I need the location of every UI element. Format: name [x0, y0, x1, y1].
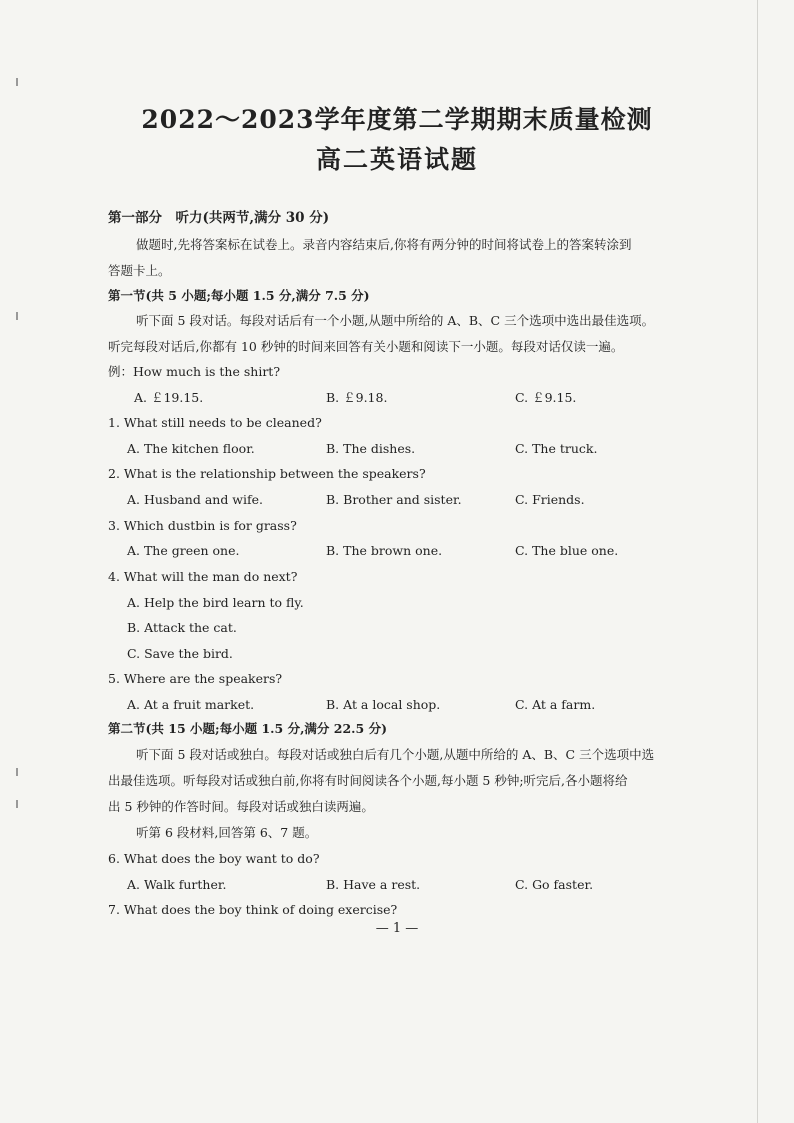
section2-intro: 听下面 5 段对话或独白。每段对话或独白后有几个小题,从题中所给的 A、B、C 三个选项中选	[136, 747, 655, 762]
scan-speck	[16, 768, 18, 776]
question-2: 2. What is the relationship between the speakers?	[108, 466, 426, 481]
question-6: 6. What does the boy want to do?	[108, 851, 320, 866]
question-4-option-a: A. Help the bird learn to fly.	[127, 595, 304, 610]
question-1-option-b: B. The dishes.	[326, 441, 416, 456]
material-note: 听第 6 段材料,回答第 6、7 题。	[136, 825, 318, 840]
question-5-option-a: A. At a fruit market.	[127, 697, 255, 712]
question-6-option-a: A. Walk further.	[127, 877, 227, 892]
question-6-option-c: C. Go faster.	[515, 877, 594, 892]
question-2-option-a: A. Husband and wife.	[127, 492, 263, 507]
section1-intro: 听完每段对话后,你都有 10 秒钟的时间来回答有关小题和阅读下一小题。每段对话仅读一遍。	[108, 339, 624, 354]
question-3-option-c: C. The blue one.	[515, 543, 619, 558]
question-7: 7. What does the boy think of doing exercise?	[108, 902, 398, 917]
question-5-option-b: B. At a local shop.	[326, 697, 441, 712]
question-4-option-c: C. Save the bird.	[127, 646, 233, 661]
section2-intro: 出 5 秒钟的作答时间。每段对话或独白读两遍。	[108, 799, 374, 814]
question-4: 4. What will the man do next?	[108, 569, 298, 584]
question-2-option-c: C. Friends.	[515, 492, 585, 507]
section2-intro: 出最佳选项。听每段对话或独白前,你将有时间阅读各个小题,每小题 5 秒钟;听完后,各小题将给	[108, 773, 628, 788]
question-1-option-c: C. The truck.	[515, 441, 598, 456]
question-2-option-b: B. Brother and sister.	[326, 492, 462, 507]
question-5-option-c: C. At a farm.	[515, 697, 596, 712]
question-1: 1. What still needs to be cleaned?	[108, 415, 322, 430]
section1-intro: 听下面 5 段对话。每段对话后有一个小题,从题中所给的 A、B、C 三个选项中选出最佳选项。	[136, 313, 655, 328]
question-6-option-b: B. Have a rest.	[326, 877, 421, 892]
scan-speck	[16, 312, 18, 320]
part1-heading: 第一部分 听力(共两节,满分 30 分)	[108, 210, 330, 226]
question-1-option-a: A. The kitchen floor.	[127, 441, 255, 456]
part1-instructions: 做题时,先将答案标在试卷上。录音内容结束后,你将有两分钟的时间将试卷上的答案转涂到	[136, 237, 632, 252]
section1-heading: 第一节(共 5 小题;每小题 1.5 分,满分 7.5 分)	[108, 288, 370, 303]
example-option-c: C. ￡9.15.	[515, 390, 577, 405]
scan-speck	[16, 800, 18, 808]
example-option-b: B. ￡9.18.	[326, 390, 388, 405]
exam-subtitle: 高二英语试题	[315, 145, 478, 174]
page-number: — 1 —	[375, 921, 419, 936]
section2-heading: 第二节(共 15 小题;每小题 1.5 分,满分 22.5 分)	[108, 721, 387, 736]
question-5: 5. Where are the speakers?	[108, 671, 283, 686]
scan-speck	[16, 78, 18, 86]
question-4-option-b: B. Attack the cat.	[127, 620, 237, 635]
example-option-a: A. ￡19.15.	[134, 390, 204, 405]
exam-title: 2022～2023学年度第二学期期末质量检测	[141, 105, 653, 134]
part1-instructions: 答题卡上。	[108, 263, 171, 278]
question-3-option-b: B. The brown one.	[326, 543, 443, 558]
example-question: 例：How much is the shirt?	[108, 364, 281, 379]
question-3-option-a: A. The green one.	[127, 543, 240, 558]
question-3: 3. Which dustbin is for grass?	[108, 518, 297, 533]
